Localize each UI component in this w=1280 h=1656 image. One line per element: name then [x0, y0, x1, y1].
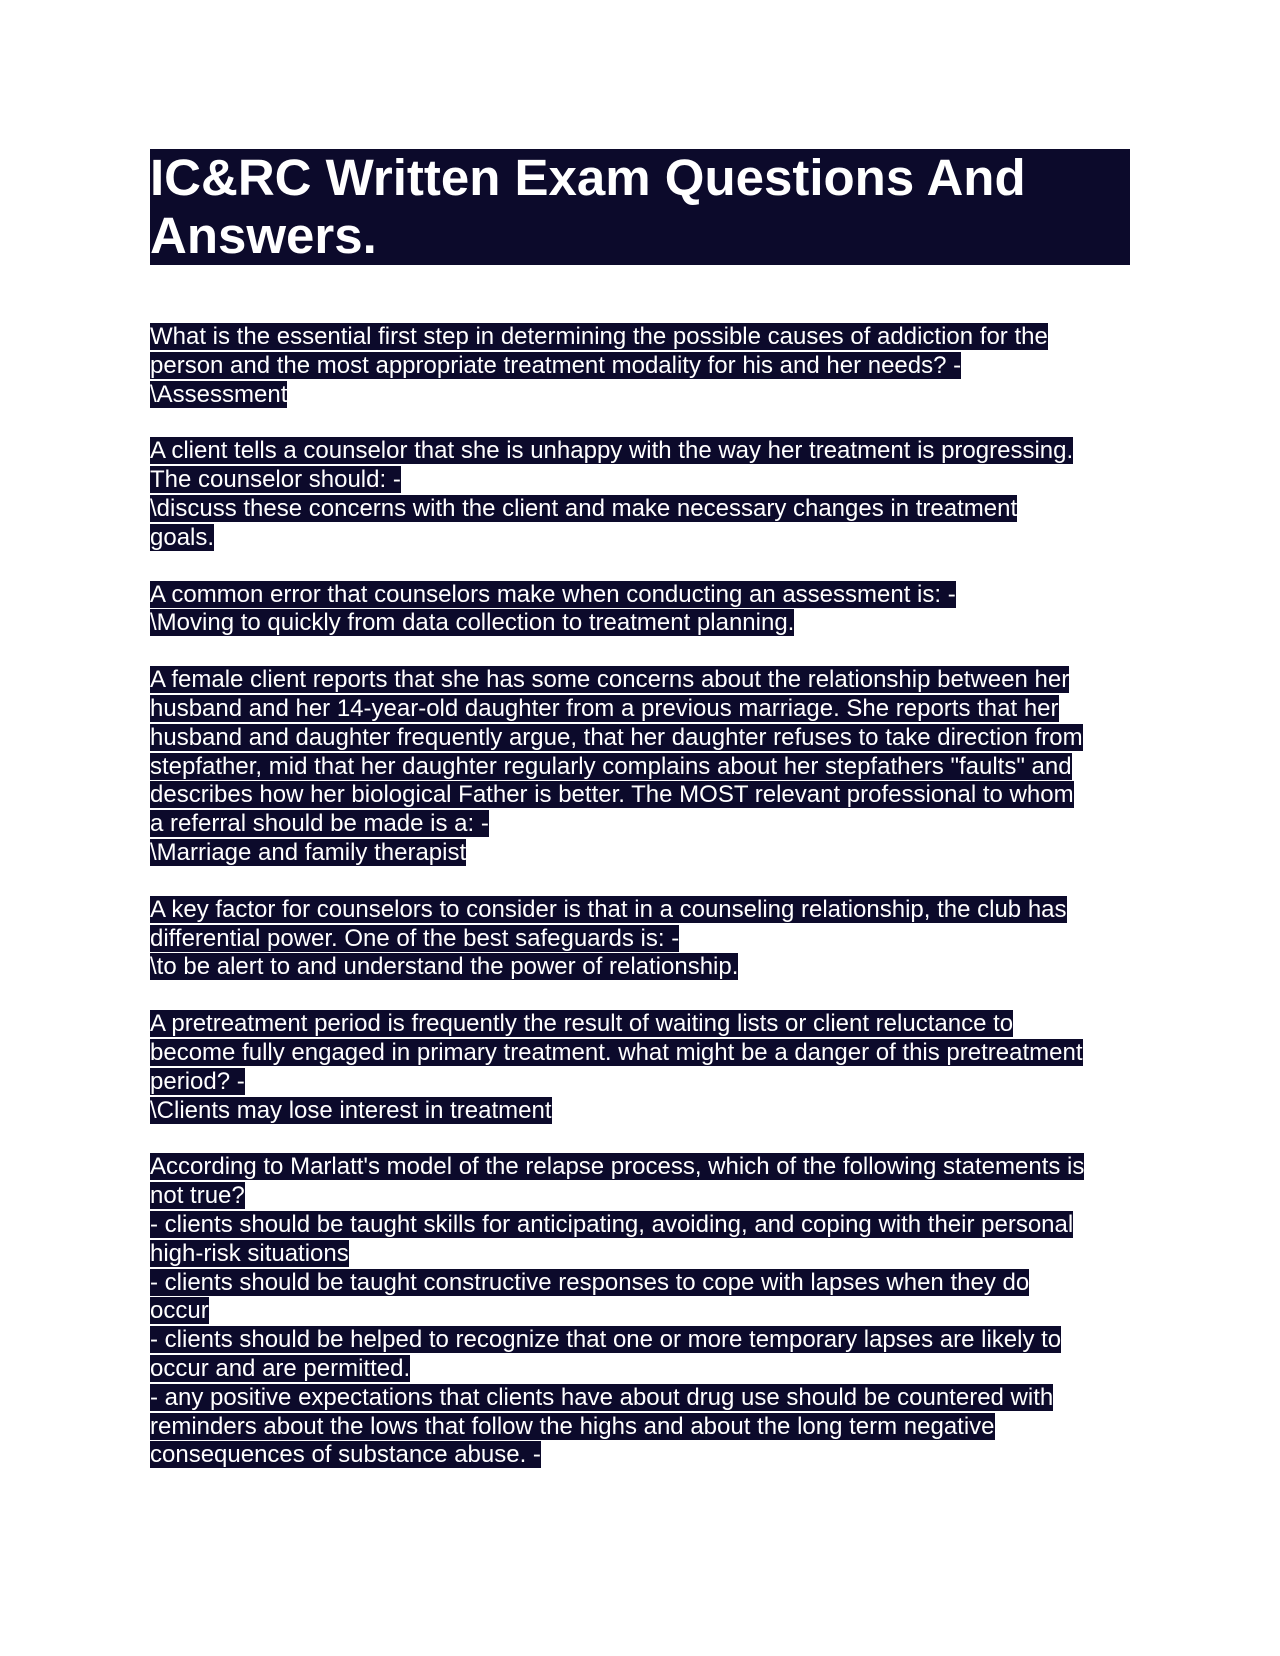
qa-line: A key factor for counselors to consider is that in a counseling relationship, the club has: [150, 895, 1067, 923]
qa-line: The counselor should: -: [150, 466, 401, 494]
qa-line: person and the most appropriate treatment modality for his and her needs? -: [150, 351, 962, 379]
qa-line: stepfather, mid that her daughter regularly complains about her stepfathers "faults" and: [150, 752, 1072, 780]
qa-item: [150, 666, 1130, 868]
qa-line: become fully engaged in primary treatment. what might be a danger of this pretreatment: [150, 1038, 1083, 1066]
qa-line: A female client reports that she has some concerns about the relationship between her: [150, 666, 1070, 694]
qa-line: husband and daughter frequently argue, that her daughter refuses to take direction from: [150, 723, 1083, 751]
qa-line: period? -: [150, 1067, 245, 1095]
qa-item: [150, 437, 1130, 552]
qa-option: consequences of substance abuse. -: [150, 1441, 541, 1469]
qa-line: differential power. One of the best safeguards is: -: [150, 924, 680, 952]
qa-answer: \to be alert to and understand the power of relationship.: [150, 953, 739, 981]
qa-line: describes how her biological Father is better. The MOST relevant professional to whom: [150, 781, 1074, 809]
title-line: IC&RC Written Exam Questions And: [150, 149, 1026, 206]
qa-option: high-risk situations: [150, 1239, 349, 1267]
qa-answer: \Moving to quickly from data collection to treatment planning.: [150, 609, 795, 637]
qa-line: A pretreatment period is frequently the result of waiting lists or client reluctance to: [150, 1010, 1014, 1038]
qa-answer: goals.: [150, 523, 215, 551]
qa-line: What is the essential first step in determining the possible causes of addiction for the: [150, 323, 1048, 350]
qa-answer: \Assessment: [150, 380, 288, 408]
qa-line: A common error that counselors make when conducting an assessment is: -: [150, 580, 956, 608]
qa-answer: \Clients may lose interest in treatment: [150, 1096, 552, 1124]
qa-option: occur and are permitted.: [150, 1354, 411, 1382]
qa-line: husband and her 14-year-old daughter from a previous marriage. She reports that her: [150, 694, 1059, 722]
qa-item: [150, 1010, 1130, 1125]
qa-item: [150, 896, 1130, 982]
qa-answer: \Marriage and family therapist: [150, 838, 467, 866]
qa-line: According to Marlatt's model of the relapse process, which of the following statements is: [150, 1153, 1085, 1181]
qa-line: a referral should be made is a: -: [150, 810, 489, 838]
qa-line: A client tells a counselor that she is unhappy with the way her treatment is progressing.: [150, 437, 1074, 465]
qa-option: reminders about the lows that follow the highs and about the long term negative: [150, 1412, 995, 1440]
title-line: Answers.: [150, 207, 377, 264]
document-page: [150, 149, 1130, 1498]
qa-option: - clients should be taught skills for anticipating, avoiding, and coping with their personal: [150, 1210, 1074, 1238]
qa-item: [150, 323, 1130, 409]
qa-list: [150, 323, 1130, 1470]
qa-answer: \discuss these concerns with the client and make necessary changes in treatment: [150, 494, 1018, 522]
qa-option: - clients should be helped to recognize that one or more temporary lapses are likely to: [150, 1326, 1062, 1354]
qa-option: - any positive expectations that clients have about drug use should be countered with: [150, 1383, 1054, 1411]
qa-option: occur: [150, 1297, 209, 1325]
document-title: [150, 149, 1130, 265]
qa-line: not true?: [150, 1182, 245, 1210]
qa-item: [150, 581, 1130, 639]
qa-item: [150, 1153, 1130, 1470]
qa-option: - clients should be taught constructive responses to cope with lapses when they do: [150, 1268, 1030, 1296]
